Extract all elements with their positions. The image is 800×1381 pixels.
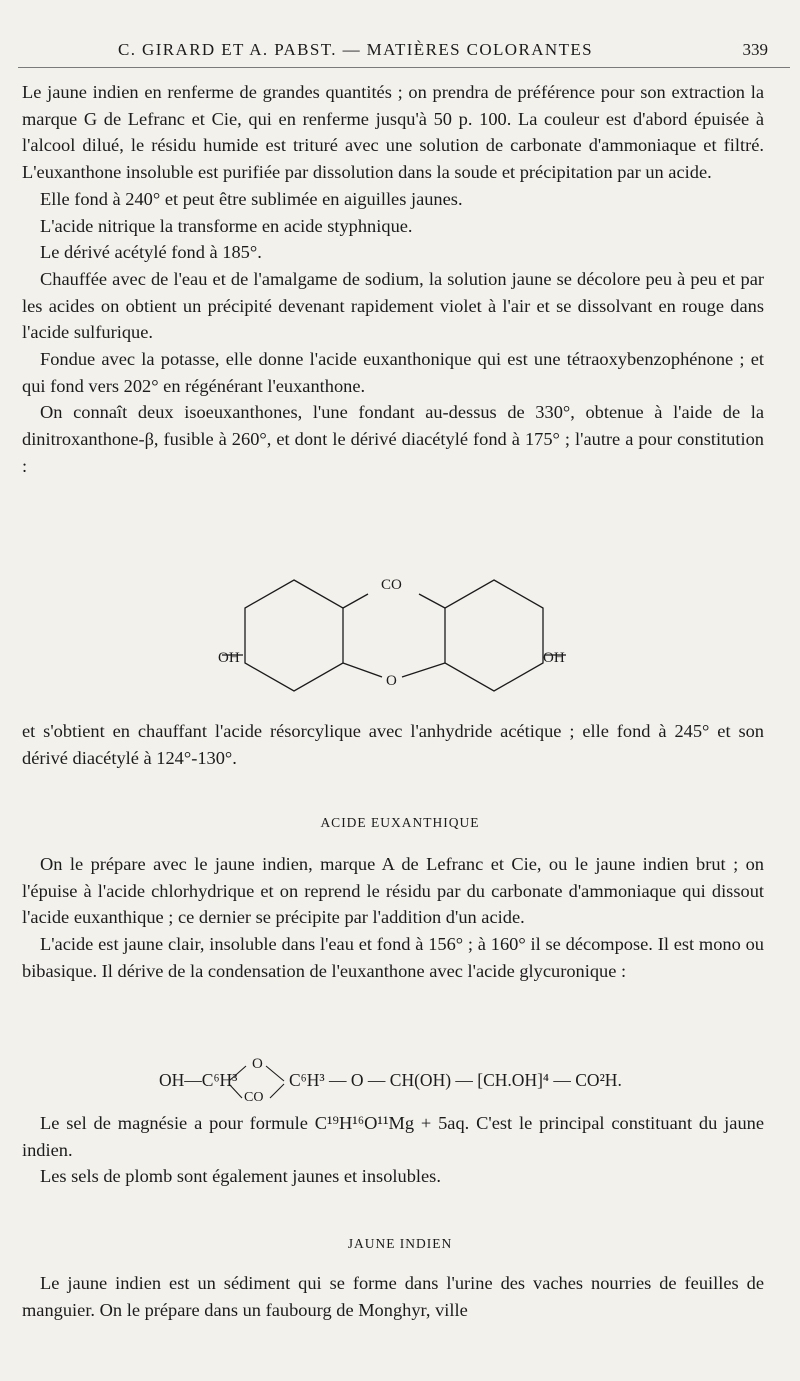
left-benzene-ring <box>245 580 343 691</box>
glycuronic-formula <box>0 1048 800 1110</box>
paragraph: On le prépare avec le jaune indien, marque A de Lefranc et Cie, ou le jaune indien brut ; on l'épuise à l'acide chlorhydrique et on reprend le résidu par du carbonate d'ammoniaque qui dissout l'acide euxanthique ; ce dernier se précipite par l'addition d'un acide. <box>22 854 764 928</box>
hydroxyl-right-label: OH <box>543 650 565 666</box>
text-block-jaune-indien <box>22 1270 764 1323</box>
isoeuxanthone-structure <box>0 560 800 710</box>
paragraph: Le dérivé acétylé fond à 185°. <box>40 242 262 263</box>
paragraph: Les sels de plomb sont également jaunes et insolubles. <box>40 1166 441 1187</box>
paragraph: On connaît deux isoeuxanthones, l'une fondant au-dessus de 330°, obtenue à l'aide de la dinitroxanthone-β, fusible à 260°, et dont le dérivé diacétylé fond à 175° ; l'autre a pour constitution : <box>22 402 764 476</box>
formula-bridge-bottom: CO <box>244 1090 264 1105</box>
paragraph: L'acide nitrique la transforme en acide styphnique. <box>40 215 413 236</box>
section-heading-jaune-indien: JAUNE INDIEN <box>347 1236 453 1251</box>
formula-right: C⁶H³ — O — CH(OH) — [CH.OH]⁴ — CO²H. <box>289 1070 622 1090</box>
paragraph: Fondue avec la potasse, elle donne l'acide euxanthonique qui est une tétraoxybenzophénone ; et qui fond vers 202° en régénérant l'euxanthone. <box>22 349 764 396</box>
running-header <box>0 40 800 68</box>
paragraph: Elle fond à 240° et peut être sublimée en aiguilles jaunes. <box>40 188 463 209</box>
header-rule <box>18 67 790 68</box>
running-title: C. GIRARD ET A. PABST. — MATIÈRES COLORANTES <box>118 40 594 59</box>
paragraph: L'acide est jaune clair, insoluble dans l'eau et fond à 156° ; à 160° il se décompose. Il est mono ou bibasique. Il dérive de la condensation de l'euxanthone avec l'acide glycuronique : <box>22 934 764 981</box>
paragraph: Le jaune indien en renferme de grandes quantités ; on prendra de préférence pour son extraction la marque G de Lefranc et Cie, qui en renferme jusqu'à 50 p. 100. La couleur est d'abord épuisée à l'alcool dilué, le résidu humide est trituré avec une solution de carbonate d'ammoniaque et filtré. L'euxanthone insoluble est purifiée par dissolution dans la soude et précipitation par un acide. <box>22 82 764 183</box>
carbonyl-label: CO <box>381 577 402 593</box>
section-heading-acide-euxanthique: ACIDE EUXANTHIQUE <box>320 815 480 830</box>
text-block-magnesium-salt <box>22 1110 764 1190</box>
paragraph: et s'obtient en chauffant l'acide résorcylique avec l'anhydride acétique ; elle fond à 245° et son dérivé diacétylé à 124°-130°. <box>22 721 764 768</box>
paragraph: Le sel de magnésie a pour formule C¹⁹H¹⁶O¹¹Mg + 5aq. C'est le principal constituant du jaune indien. <box>22 1113 764 1160</box>
text-block-isoeuxanthone <box>22 718 764 771</box>
oxygen-label: O <box>386 673 397 689</box>
paragraph: Le jaune indien est un sédiment qui se forme dans l'urine des vaches nourries de feuilles de manguier. On le prépare dans un faubourg de Monghyr, ville <box>22 1273 764 1320</box>
right-benzene-ring <box>445 580 543 691</box>
text-block-euxanthone <box>22 79 764 480</box>
formula-bridge-top: O <box>252 1056 263 1072</box>
paragraph: Chauffée avec de l'eau et de l'amalgame de sodium, la solution jaune se décolore peu à peu et par les acides on obtient un précipité devenant rapidement violet à l'air et se dissolvant en rouge dans l'acide sulfurique. <box>22 268 764 343</box>
formula-left: OH—C⁶H³ <box>159 1070 238 1090</box>
text-block-acide-euxanthique <box>22 851 764 985</box>
page-number: 339 <box>742 40 768 59</box>
hydroxyl-left-label: OH <box>218 650 240 666</box>
